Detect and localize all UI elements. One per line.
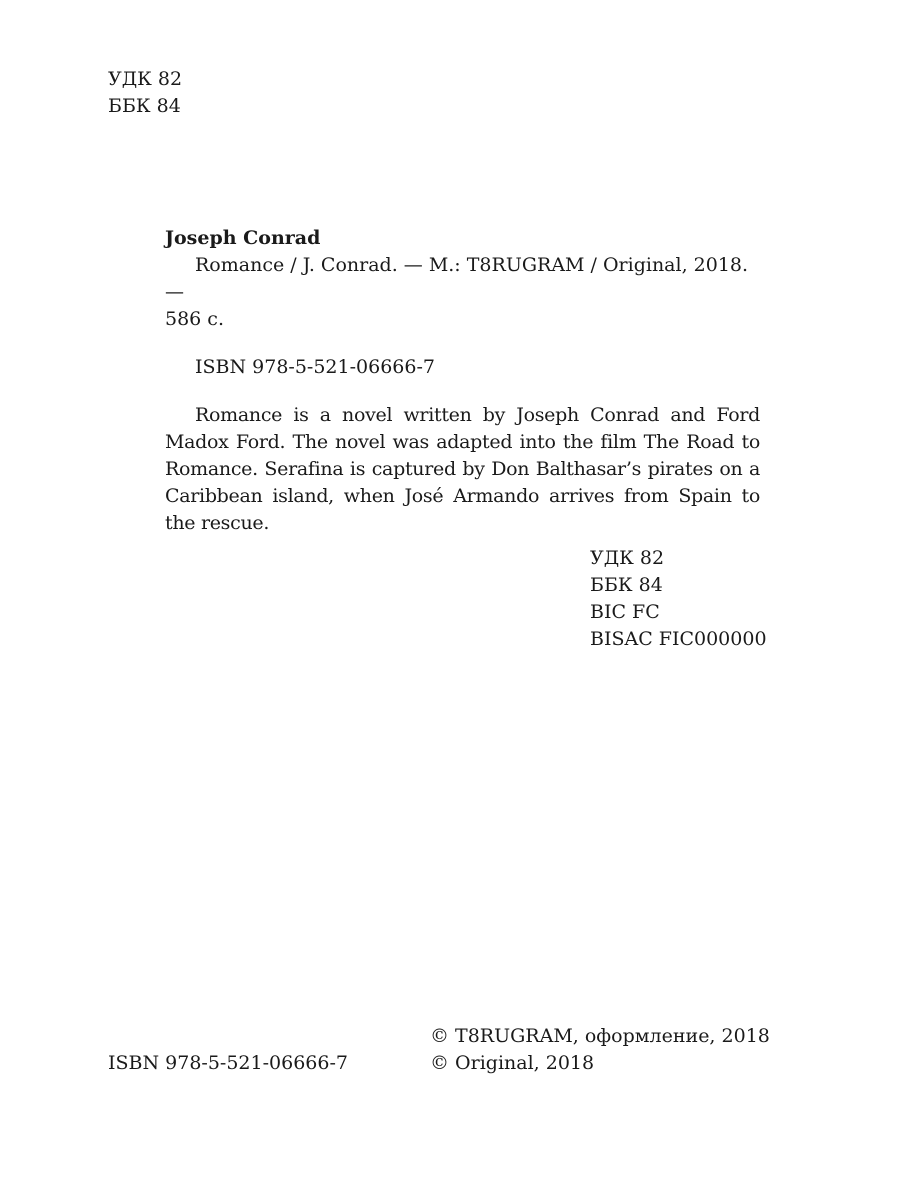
- bbk-code: ББК 84: [108, 95, 181, 117]
- citation-line-2: 586 с.: [165, 308, 224, 330]
- udk-code-right: УДК 82: [590, 547, 665, 569]
- top-classification-codes: [108, 66, 182, 120]
- copyright-notices: [430, 1023, 770, 1077]
- bibliographic-record: [165, 225, 760, 537]
- bbk-code-right: ББК 84: [590, 574, 663, 596]
- citation-line-1: Romance / J. Conrad. — M.: T8RUGRAM / Original, 2018. —: [165, 254, 749, 303]
- author-name: Joseph Conrad: [165, 227, 321, 249]
- copyright-design: © T8RUGRAM, оформление, 2018: [430, 1025, 770, 1047]
- footer-isbn: ISBN 978-5-521-06666-7: [108, 1052, 348, 1074]
- record-isbn: ISBN 978-5-521-06666-7: [195, 356, 435, 378]
- udk-code: УДК 82: [108, 68, 183, 90]
- bisac-code: BISAC FIC000000: [590, 628, 767, 650]
- classification-codes: [590, 545, 767, 653]
- annotation: Romance is a novel written by Joseph Conrad and Ford Madox Ford. The novel was adapted into the film The Road to Romance. Serafina is captured by Don Balthasar’s pirates on a Caribbean island, when José Armando arrives from Spain to the rescue.: [165, 404, 760, 534]
- bic-code: BIC FC: [590, 601, 660, 623]
- citation: [165, 252, 760, 333]
- copyright-original: © Original, 2018: [430, 1052, 595, 1074]
